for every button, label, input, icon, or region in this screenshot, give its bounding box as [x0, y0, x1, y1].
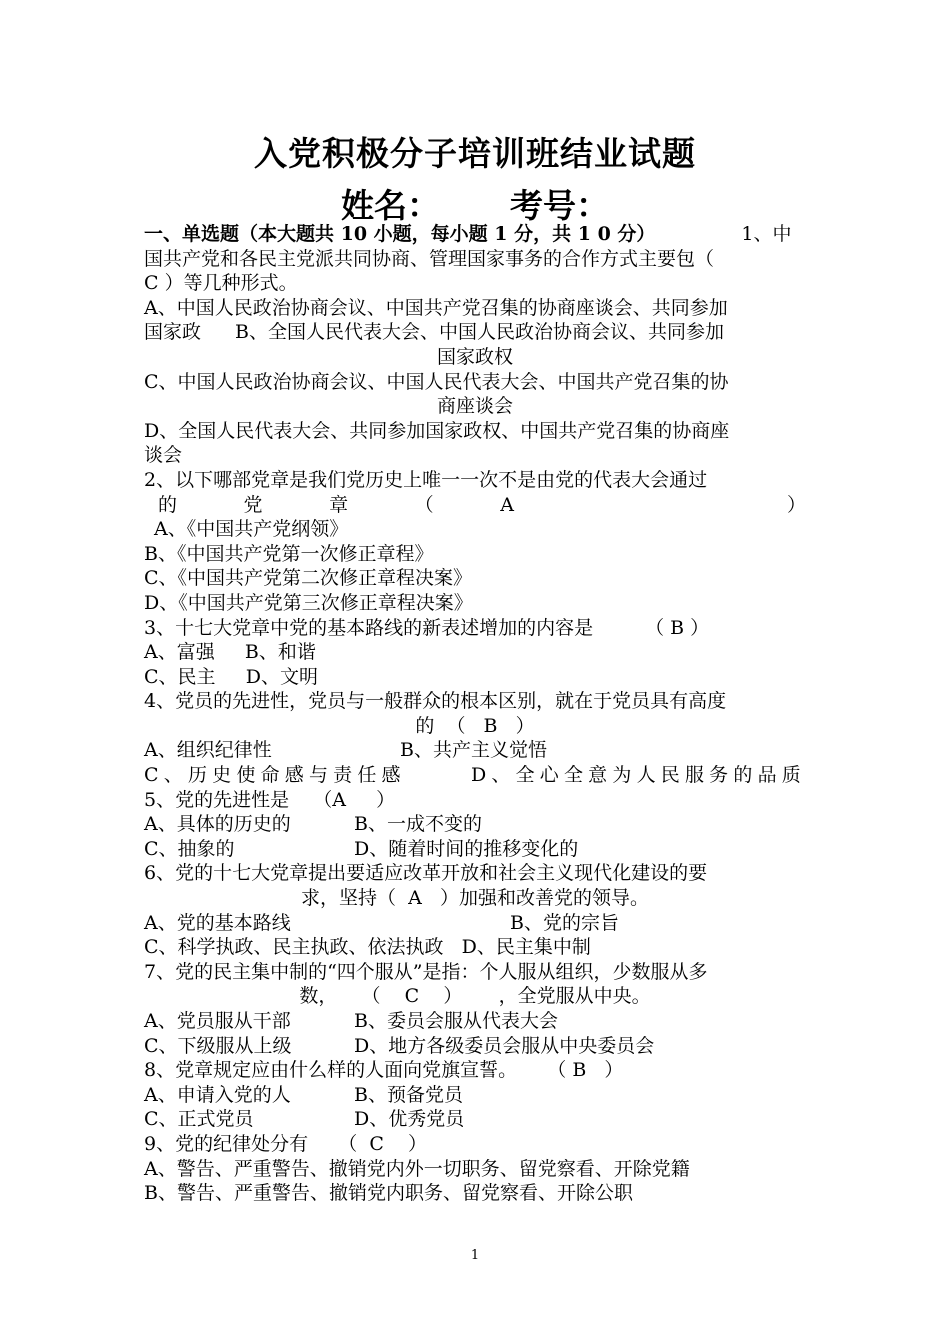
question-4-option-b: B、共产主义觉悟 — [400, 739, 547, 762]
question-7-option-c: C、下级服从上级 — [144, 1034, 292, 1057]
question-1-option-a: A、中国人民政治协商会议、中国共产党召集的协商座谈会、共同参加 — [144, 296, 728, 319]
question-8-option-c: C、正式党员 — [144, 1108, 254, 1131]
question-1-start: 1、中 — [741, 223, 792, 245]
exam-number-label: 考号： — [510, 186, 609, 225]
question-4-option-c: C、历史使命感与责任感 — [144, 764, 406, 787]
question-5-options-ab — [144, 812, 806, 837]
question-4-options-ab — [144, 738, 806, 763]
question-7-line-2: 数， （ C ） ，全党服从中央。 — [299, 985, 651, 1008]
question-6-option-b: B、党的宗旨 — [510, 911, 619, 934]
question-1-option-c: C、中国人民政治协商会议、中国人民代表大会、中国共产党召集的协 — [144, 370, 729, 393]
question-2-line-2: 的 党 章 （ A ） — [158, 493, 806, 516]
question-6-options-cd: C、科学执政、民主执政、依法执政 D、民主集中制 — [144, 936, 591, 959]
question-1-option-d: D、全国人民代表大会、共同参加国家政权、中国共产党召集的协商座 — [144, 419, 730, 442]
question-1-option-d-cont: 谈会 — [144, 444, 183, 467]
question-1-option-c-cont: 商座谈会 — [436, 395, 513, 418]
name-label: 姓名： — [341, 186, 440, 225]
question-4-line-1: 4、党员的先进性，党员与一般群众的根本区别，就在于党员具有高度 — [144, 690, 727, 713]
question-5-line-1: 5、党的先进性是 （A ） — [144, 788, 396, 811]
question-4-option-d: D、全心全意为人民服务的品质 — [470, 764, 806, 787]
question-2-line-1: 2、以下哪部党章是我们党历史上唯一一次不是由党的代表大会通过 — [144, 468, 708, 491]
question-5-option-a: A、具体的历史的 — [144, 813, 291, 836]
question-4-option-a: A、组织纪律性 — [144, 739, 272, 762]
question-3-options-cd: C、民主 D、文明 — [144, 665, 318, 688]
page-number: 1 — [470, 1248, 480, 1263]
question-8-option-d: D、优秀党员 — [354, 1108, 465, 1131]
question-1-option-b-cont: 国家政权 — [436, 345, 513, 368]
question-7-options-ab — [144, 1009, 806, 1034]
question-7-line-1: 7、党的民主集中制的“四个服从”是指：个人服从组织，少数服从多 — [144, 960, 708, 983]
question-7-option-a: A、党员服从干部 — [144, 1010, 291, 1032]
question-5-options-cd — [144, 837, 806, 862]
question-1-option-b: B、全国人民代表大会、中国人民政治协商会议、共同参加 — [235, 321, 724, 344]
question-4-options-cd — [144, 763, 806, 788]
question-list — [144, 222, 806, 1206]
question-8-option-a: A、申请入党的人 — [144, 1083, 291, 1106]
question-6-option-a: A、党的基本路线 — [144, 911, 291, 934]
page-title: 入党积极分子培训班结业试题 — [254, 134, 696, 173]
question-9-line-1: 9、党的纪律处分有 （ C ） — [144, 1132, 428, 1155]
question-4-line-2: 的 （ B ） — [415, 714, 535, 737]
question-1-option-a-cont: 国家政 B、全国人民代表大会、中国人民政治协商会议、共同参加 — [144, 321, 724, 344]
question-2-option-c: C、《中国共产党第二次修正章程决案》 — [144, 567, 473, 590]
question-8-options-ab — [144, 1083, 806, 1108]
question-6-options-ab — [144, 911, 806, 936]
section-heading-line — [144, 222, 806, 247]
question-8-line-1: 8、党章规定应由什么样的人面向党旗宣誓。 （ B ） — [144, 1059, 624, 1082]
question-5-option-b: B、一成不变的 — [354, 813, 482, 836]
question-8-option-b: B、预备党员 — [354, 1083, 463, 1106]
candidate-info — [0, 180, 950, 227]
question-3-line-1: 3、十七大党章中党的基本路线的新表述增加的内容是 （ B ） — [144, 616, 710, 639]
question-9-option-b: B、警告、严重警告、撤销党内职务、留党察看、开除公职 — [144, 1182, 633, 1205]
question-2-option-b: B、《中国共产党第一次修正章程》 — [144, 542, 434, 565]
question-2-answer: A — [500, 493, 514, 516]
question-1-line-2: 国共产党和各民主党派共同协商、管理国家事务的合作方式主要包（ — [144, 247, 715, 270]
question-3-answer: （ B ） — [645, 616, 710, 639]
question-8-options-cd — [144, 1107, 806, 1132]
section-heading: 一、单选题（本大题共 10 小题，每小题 1 分，共 1 0 分） — [144, 223, 656, 245]
question-9-option-a: A、警告、严重警告、撤销党内外一切职务、留党察看、开除党籍 — [144, 1157, 690, 1180]
question-1-line-3: C ）等几种形式。 — [144, 272, 298, 295]
question-2-option-d: D、《中国共产党第三次修正章程决案》 — [144, 591, 473, 614]
question-5-option-d: D、随着时间的推移变化的 — [354, 837, 579, 860]
question-7-option-d: D、地方各级委员会服从中央委员会 — [354, 1034, 655, 1057]
question-7-option-b: B、委员会服从代表大会 — [354, 1010, 558, 1032]
question-7-options-cd — [144, 1034, 806, 1059]
question-2-option-a: A、《中国共产党纲领》 — [154, 518, 349, 541]
question-6-line-1: 6、党的十七大党章提出要适应改革开放和社会主义现代化建设的要 — [144, 862, 708, 885]
question-6-line-2: 求，坚持（ A ）加强和改善党的领导。 — [301, 887, 649, 910]
question-5-option-c: C、抽象的 — [144, 837, 235, 860]
question-3-options-ab: A、富强 B、和谐 — [144, 641, 316, 664]
